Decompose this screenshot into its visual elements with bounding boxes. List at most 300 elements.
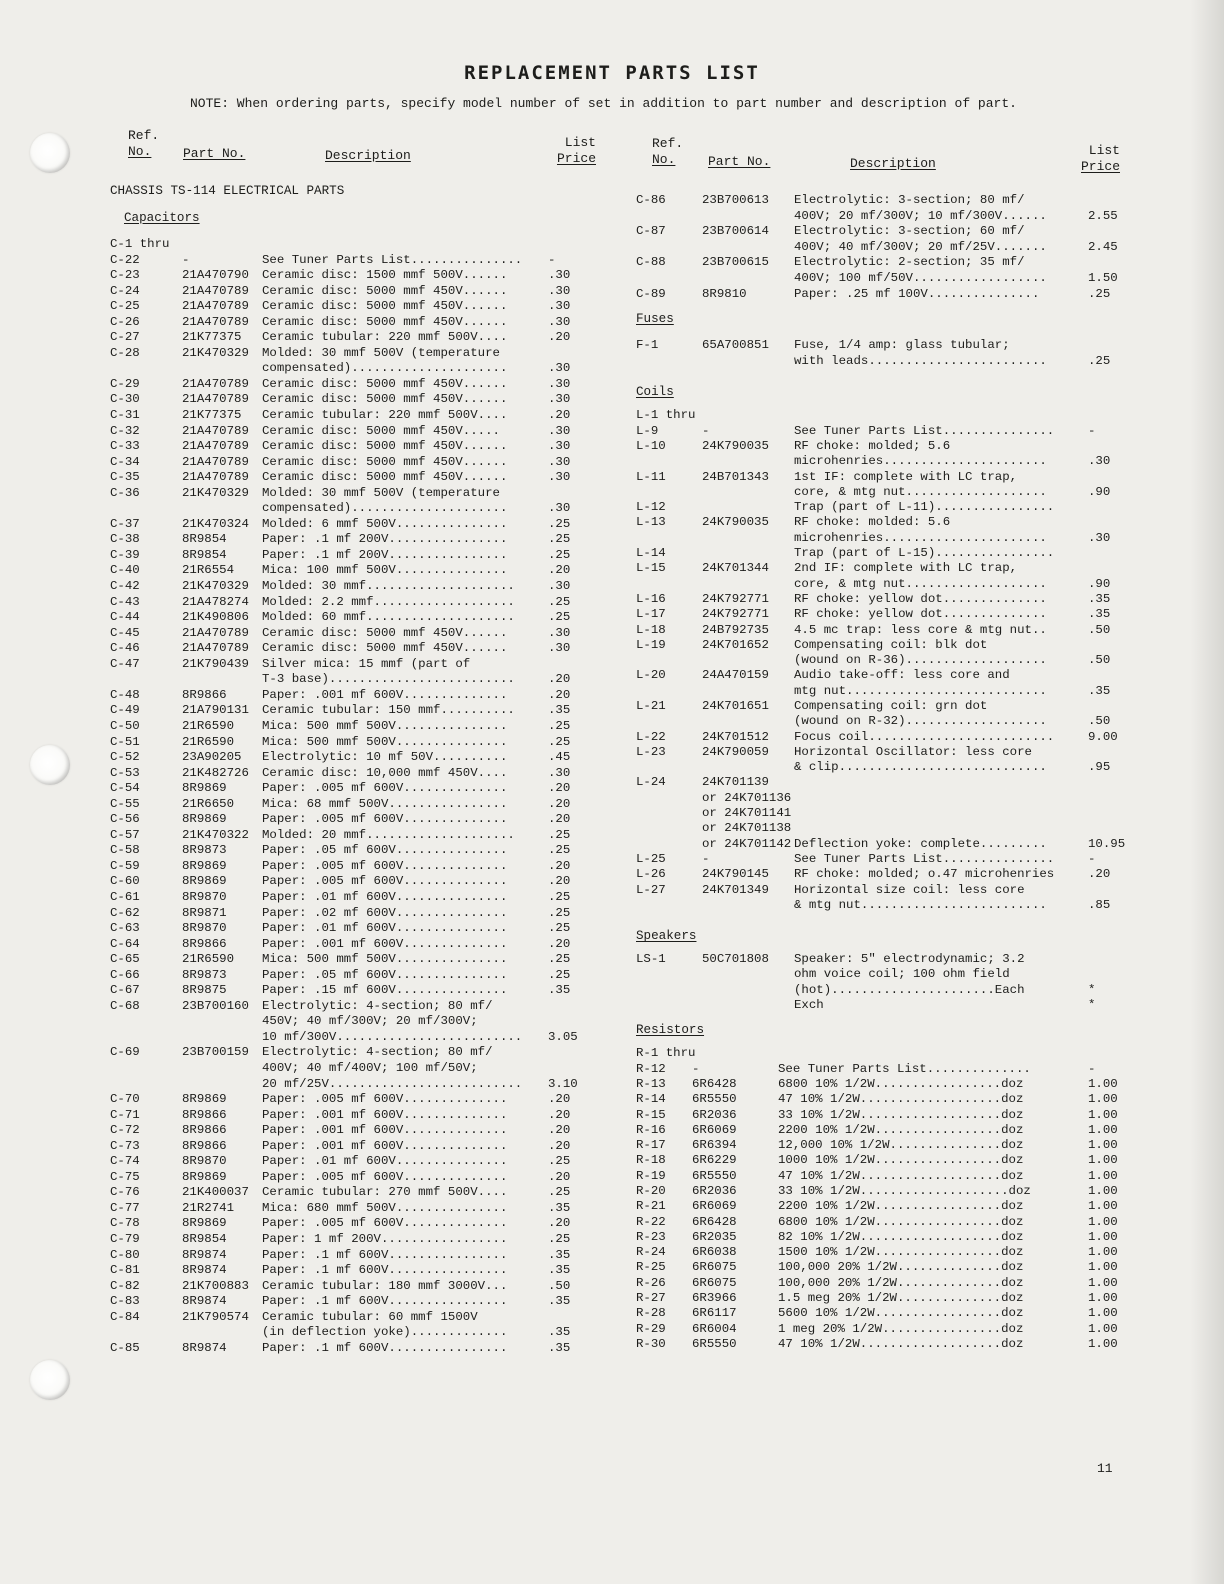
description: Paper: .001 mf 600V.............. <box>262 936 508 951</box>
parts-row <box>110 346 600 362</box>
parts-row <box>636 952 1132 967</box>
description: Ceramic tubular: 180 mmf 3000V... <box>262 1278 508 1293</box>
ref-no: R-15 <box>636 1107 666 1122</box>
parts-row <box>110 1185 600 1201</box>
parts-row <box>110 1045 600 1061</box>
parts-row <box>636 439 1132 454</box>
description: Electrolytic: 4-section; 80 mf/ <box>262 1045 493 1060</box>
parts-row <box>110 1123 600 1139</box>
ref-no: L-15 <box>636 561 666 576</box>
parts-row <box>110 1248 600 1264</box>
part-no <box>182 501 262 517</box>
part-no: 8R9869 <box>182 1216 227 1231</box>
ref-no: C-81 <box>110 1263 140 1278</box>
parts-row <box>636 1046 1132 1061</box>
list-price: .25 <box>548 532 571 547</box>
parts-row <box>110 237 600 253</box>
ref-no: C-84 <box>110 1309 140 1324</box>
list-price: .35 <box>1088 607 1111 622</box>
part-no: 21A470790 <box>182 268 249 283</box>
list-price: .20 <box>548 781 571 796</box>
parts-row <box>636 1138 1132 1153</box>
list-price <box>544 1014 602 1030</box>
description: 1 meg 20% 1/2W................doz <box>778 1321 1024 1336</box>
description: Electrolytic: 2-section; 35 mf/ <box>794 255 1025 270</box>
list-price: 1.00 <box>1088 1229 1118 1244</box>
right-desc-header: Description <box>850 156 936 171</box>
description: Paper: 1 mf 200V................. <box>262 1232 508 1246</box>
part-no: - <box>182 252 190 267</box>
ref-no: L-20 <box>636 668 666 683</box>
part-no: 21K470329 <box>182 345 249 360</box>
parts-row <box>110 859 600 875</box>
description: Ceramic disc: 5000 mmf 450V...... <box>262 625 508 640</box>
part-no: 24K792771 <box>702 591 769 606</box>
parts-row <box>110 1170 600 1186</box>
list-price: .35 <box>548 1200 571 1215</box>
part-no: - <box>702 851 710 866</box>
description: RF choke: yellow dot.............. <box>794 591 1047 606</box>
part-no: 21K700883 <box>182 1278 249 1293</box>
parts-row <box>110 874 600 890</box>
parts-row <box>110 952 600 968</box>
ref-no: C-76 <box>110 1185 140 1200</box>
part-no <box>702 684 794 699</box>
part-no: - <box>692 1061 700 1076</box>
description: with leads........................ <box>794 353 1047 368</box>
ref-no: R-16 <box>636 1122 666 1137</box>
list-price <box>544 657 602 673</box>
part-no: 8R9810 <box>702 286 747 301</box>
list-price <box>1084 193 1134 209</box>
ref-no: C-57 <box>110 827 140 842</box>
list-price <box>1084 791 1134 806</box>
parts-row <box>110 828 600 844</box>
part-no: 21R6590 <box>182 734 235 749</box>
part-no <box>702 898 794 913</box>
ref-no: C-36 <box>110 485 140 500</box>
part-no <box>702 577 794 592</box>
part-no <box>702 240 794 256</box>
part-no: 6R6075 <box>692 1260 737 1275</box>
chassis-heading: CHASSIS TS-114 ELECTRICAL PARTS <box>110 184 345 198</box>
parts-row <box>636 1077 1132 1092</box>
parts-row <box>636 1337 1132 1352</box>
ref-no: C-39 <box>110 547 140 562</box>
description: Mica: 68 mmf 500V................ <box>262 796 508 811</box>
parts-row <box>110 439 600 455</box>
list-price: .25 <box>548 905 571 920</box>
part-no: 6R6394 <box>692 1138 737 1153</box>
ordering-note: NOTE: When ordering parts, specify model number of set in addition to part number and description of part. <box>190 96 1017 111</box>
description: Ceramic disc: 5000 mmf 450V..... <box>262 423 500 438</box>
description: (wound on R-36)................... <box>794 653 1047 668</box>
ref-no <box>636 531 702 546</box>
part-no: 8R9854 <box>182 1232 227 1246</box>
list-price: .25 <box>548 1154 571 1169</box>
list-price <box>1084 821 1134 836</box>
list-price: .25 <box>548 889 571 904</box>
parts-row <box>110 641 600 657</box>
ref-no: C-49 <box>110 703 140 718</box>
parts-row <box>636 546 1132 561</box>
description: Trap (part of L-11)................ <box>794 500 1055 515</box>
part-no: 21K490806 <box>182 610 249 625</box>
list-price: .20 <box>548 408 571 423</box>
section-fuses: Fuses <box>636 312 674 327</box>
description: Ceramic tubular: 220 mmf 500V.... <box>262 330 508 345</box>
ref-no: C-86 <box>636 193 666 207</box>
capacitor-list <box>110 237 600 1356</box>
description: 2nd IF: complete with LC trap, <box>794 561 1018 576</box>
list-price: 1.00 <box>1088 1291 1118 1306</box>
parts-row <box>636 668 1132 683</box>
description: 47 10% 1/2W...................doz <box>778 1336 1024 1351</box>
ref-no: C-23 <box>110 268 140 283</box>
list-price: .20 <box>548 1092 571 1107</box>
parts-row <box>110 330 600 346</box>
parts-row <box>110 1092 600 1108</box>
description: Focus coil......................... <box>794 729 1055 744</box>
price-header-top: List <box>564 135 596 150</box>
list-price <box>1084 883 1134 898</box>
part-no: or 24K701138 <box>702 821 792 836</box>
parts-row <box>636 653 1132 668</box>
description: RF choke: molded; 5.6 <box>794 438 951 453</box>
ref-no <box>636 983 702 998</box>
ref-no <box>636 577 702 592</box>
list-price <box>544 1061 602 1077</box>
parts-row <box>636 354 1132 370</box>
part-no: 6R2036 <box>692 1107 737 1122</box>
page-edge-shadow <box>1190 0 1224 1584</box>
part-no: 21K77375 <box>182 408 242 423</box>
part-no <box>692 1046 778 1061</box>
part-no <box>182 237 262 253</box>
ref-no: R-19 <box>636 1168 666 1183</box>
right-ref-header <box>652 136 683 168</box>
part-no: 21A470789 <box>182 625 249 640</box>
ref-no <box>636 806 702 821</box>
description: Paper: .005 mf 600V.............. <box>262 1216 508 1231</box>
description: 33 10% 1/2W...................doz <box>778 1107 1024 1122</box>
ref-no: C-33 <box>110 439 140 454</box>
description: RF choke: molded; o.47 microhenries <box>794 867 1055 882</box>
ref-no: C-46 <box>110 641 140 656</box>
description: (hot)......................Each <box>794 982 1025 997</box>
description: 12,000 10% 1/2W...............doz <box>778 1138 1024 1153</box>
description: RF choke: molded: 5.6 <box>794 515 951 530</box>
list-price: .50 <box>1088 714 1111 729</box>
part-no: 21K77375 <box>182 330 242 345</box>
description: Molded: 30 mmf 500V (temperature <box>262 485 500 500</box>
left-ref-header <box>128 128 159 160</box>
part-no: 24K701344 <box>702 561 769 576</box>
part-no: 21R6554 <box>182 563 235 578</box>
list-price: .85 <box>1088 897 1111 912</box>
list-price <box>1084 952 1134 967</box>
ref-no <box>636 485 702 500</box>
part-no <box>702 760 794 775</box>
ref-no: C-58 <box>110 843 140 858</box>
ref-no: L-27 <box>636 882 666 897</box>
parts-row <box>636 1306 1132 1321</box>
part-no: 23B700615 <box>702 255 769 270</box>
parts-row <box>110 812 600 828</box>
list-price: 1.00 <box>1088 1184 1118 1198</box>
description: 10 mf/300V......................... <box>262 1029 523 1044</box>
list-price: .20 <box>548 1123 571 1138</box>
parts-row <box>636 515 1132 530</box>
part-no: 23B700614 <box>702 224 769 239</box>
list-price: .20 <box>548 1138 571 1153</box>
list-price: .20 <box>548 874 571 889</box>
right-price-header <box>1076 143 1120 175</box>
ref-no: L-13 <box>636 515 666 530</box>
description: 400V; 100 mf/50V.................. <box>794 270 1047 285</box>
list-price: .50 <box>548 1278 571 1293</box>
ref-no: C-87 <box>636 224 666 239</box>
ref-no: C-34 <box>110 454 140 469</box>
description: 47 10% 1/2W...................doz <box>778 1092 1024 1107</box>
description: Paper: .25 mf 100V............... <box>794 286 1040 301</box>
parts-row <box>110 781 600 797</box>
price-header-bottom: Price <box>556 151 596 166</box>
parts-row <box>110 470 600 486</box>
list-price <box>1084 638 1134 653</box>
parts-row <box>110 299 600 315</box>
ref-no: R-30 <box>636 1336 666 1351</box>
list-price: .45 <box>548 750 571 765</box>
ref-no <box>636 898 702 913</box>
parts-row <box>110 1061 600 1077</box>
part-no <box>702 998 794 1013</box>
part-no: 8R9873 <box>182 843 227 858</box>
parts-row <box>110 455 600 471</box>
description: Speaker: 5" electrodynamic; 3.2 <box>794 952 1025 967</box>
list-price: .35 <box>548 1340 571 1355</box>
list-price: .20 <box>548 796 571 811</box>
ref-no: L-1 thru <box>636 408 696 423</box>
parts-row <box>636 577 1132 592</box>
ref-no: L-14 <box>636 546 666 561</box>
ref-no: L-16 <box>636 591 666 606</box>
section-capacitors: Capacitors <box>124 211 200 225</box>
list-price <box>544 486 602 502</box>
list-price: .30 <box>548 392 571 407</box>
list-price: .30 <box>548 376 571 391</box>
description: 82 10% 1/2W...................doz <box>778 1229 1024 1244</box>
ref-no: C-64 <box>110 936 140 951</box>
ref-no <box>636 837 702 852</box>
description: & clip............................ <box>794 760 1047 775</box>
description: Paper: .1 mf 600V................ <box>262 1247 508 1262</box>
list-price: .20 <box>548 330 571 345</box>
ref-no: L-25 <box>636 851 666 866</box>
ref-no: C-75 <box>110 1169 140 1184</box>
ref-no: R-27 <box>636 1291 666 1306</box>
description: 450V; 40 mf/300V; 20 mf/300V; <box>262 1014 478 1029</box>
part-no: 24B792735 <box>702 622 769 637</box>
parts-row <box>636 638 1132 653</box>
parts-row <box>636 338 1132 354</box>
description: 400V; 40 mf/300V; 20 mf/25V....... <box>794 239 1047 254</box>
ref-no: R-14 <box>636 1092 666 1107</box>
description: Trap (part of L-15)................ <box>794 546 1055 561</box>
section-coils: Coils <box>636 385 674 400</box>
parts-row <box>110 672 600 688</box>
list-price: 1.00 <box>1088 1153 1118 1168</box>
part-no <box>182 1030 262 1046</box>
part-no: 24K790145 <box>702 867 769 882</box>
part-no <box>702 546 794 561</box>
list-price: .90 <box>1088 484 1111 499</box>
ref-no <box>636 354 702 370</box>
list-price <box>1084 255 1134 271</box>
parts-row <box>110 377 600 393</box>
parts-row <box>110 735 600 751</box>
list-price: .25 <box>548 547 571 562</box>
ref-no: C-70 <box>110 1092 140 1107</box>
ref-no: R-13 <box>636 1076 666 1091</box>
price-header-top: List <box>1088 143 1120 158</box>
parts-row <box>636 852 1132 867</box>
parts-row <box>110 1279 600 1295</box>
list-price <box>1084 338 1134 354</box>
description: Silver mica: 15 mmf (part of <box>262 656 471 671</box>
list-price: .25 <box>548 827 571 842</box>
description: Mica: 500 mmf 500V............... <box>262 952 508 967</box>
parts-row <box>636 1092 1132 1107</box>
list-price: .30 <box>548 470 571 485</box>
part-no: 6R6069 <box>692 1199 737 1214</box>
description: Horizontal size coil: less core <box>794 882 1025 897</box>
list-price: 1.00 <box>1088 1076 1118 1091</box>
ref-no: C-61 <box>110 889 140 904</box>
description: Paper: .1 mf 600V................ <box>262 1263 508 1278</box>
part-no: 24K790035 <box>702 515 769 530</box>
part-no: 8R9869 <box>182 858 227 873</box>
parts-row <box>110 937 600 953</box>
description: Paper: .005 mf 600V.............. <box>262 1169 508 1184</box>
part-no: 8R9875 <box>182 983 227 998</box>
list-price <box>1084 470 1134 485</box>
description: Electrolytic: 4-section; 80 mf/ <box>262 998 493 1013</box>
ref-no: C-66 <box>110 967 140 982</box>
description <box>794 821 1084 836</box>
ref-no: C-51 <box>110 734 140 749</box>
part-no: 8R9869 <box>182 1092 227 1107</box>
parts-row <box>636 806 1132 821</box>
list-price: .20 <box>548 812 571 827</box>
parts-row <box>110 1139 600 1155</box>
part-no: 23A90205 <box>182 750 242 765</box>
ref-no: C-71 <box>110 1107 140 1122</box>
parts-row <box>636 1230 1132 1245</box>
part-no: 21R2741 <box>182 1200 235 1215</box>
list-price: .35 <box>548 983 571 998</box>
parts-row <box>110 392 600 408</box>
ref-no: C-88 <box>636 255 666 270</box>
ref-no: C-29 <box>110 376 140 391</box>
right-column <box>636 193 1132 1352</box>
description: Mica: 100 mmf 500V............... <box>262 563 508 578</box>
ref-no: L-26 <box>636 867 666 882</box>
list-price: 1.00 <box>1088 1275 1118 1290</box>
list-price: .25 <box>548 1185 571 1200</box>
parts-row <box>636 193 1132 209</box>
part-no: 6R6229 <box>692 1153 737 1168</box>
part-no: 21A470789 <box>182 423 249 438</box>
parts-row <box>110 1216 600 1232</box>
part-no: 21K470322 <box>182 827 249 842</box>
list-price: .50 <box>1088 622 1111 637</box>
description: Ceramic disc: 5000 mmf 450V...... <box>262 376 508 391</box>
list-price: .20 <box>548 563 571 578</box>
description: microhenries...................... <box>794 454 1047 469</box>
ref-no: R-22 <box>636 1214 666 1229</box>
list-price: 9.00 <box>1088 729 1118 744</box>
list-price: .30 <box>548 361 571 376</box>
parts-row <box>636 485 1132 500</box>
list-price: 1.00 <box>1088 1199 1118 1214</box>
list-price: 10.95 <box>1088 836 1126 851</box>
list-price: .50 <box>1088 653 1111 668</box>
ref-no: R-17 <box>636 1138 666 1153</box>
list-price <box>1084 561 1134 576</box>
ref-no <box>636 454 702 469</box>
ref-no <box>636 967 702 982</box>
part-no <box>702 485 794 500</box>
part-no: 8R9866 <box>182 1138 227 1153</box>
description: 1500 10% 1/2W.................doz <box>778 1245 1024 1260</box>
ref-no: C-24 <box>110 283 140 298</box>
part-no: 21K470324 <box>182 516 249 531</box>
ref-no: F-1 <box>636 338 659 353</box>
part-no: 8R9870 <box>182 889 227 904</box>
description: & mtg nut......................... <box>794 897 1047 912</box>
ref-no <box>110 1030 182 1046</box>
list-price: - <box>1088 1061 1096 1076</box>
ref-header-bottom: No. <box>652 152 676 167</box>
ref-no <box>110 501 182 517</box>
capacitor-list-continued <box>636 193 1132 302</box>
ref-no: R-21 <box>636 1199 666 1214</box>
description: See Tuner Parts List............... <box>794 423 1055 438</box>
description: Ceramic tubular: 220 mmf 500V.... <box>262 408 508 423</box>
list-price: .25 <box>1088 353 1111 368</box>
ref-header-top: Ref. <box>652 136 684 151</box>
parts-row <box>110 610 600 626</box>
right-part-header: Part No. <box>708 154 771 169</box>
ref-no: C-28 <box>110 345 140 360</box>
parts-row <box>636 791 1132 806</box>
part-no <box>702 209 794 225</box>
list-price: .20 <box>548 936 571 951</box>
list-price: .30 <box>548 579 571 594</box>
description: Ceramic tubular: 60 mmf 1500V <box>262 1309 478 1324</box>
parts-row <box>636 714 1132 729</box>
list-price <box>1084 500 1134 515</box>
part-no: 21A470789 <box>182 454 249 469</box>
part-no: 8R9866 <box>182 1107 227 1122</box>
list-price <box>1084 1046 1134 1061</box>
list-price: 1.00 <box>1088 1092 1118 1107</box>
part-no: 8R9874 <box>182 1340 227 1355</box>
parts-row <box>110 890 600 906</box>
description: Paper: .05 mf 600V............... <box>262 967 508 982</box>
list-price: .30 <box>548 299 571 314</box>
